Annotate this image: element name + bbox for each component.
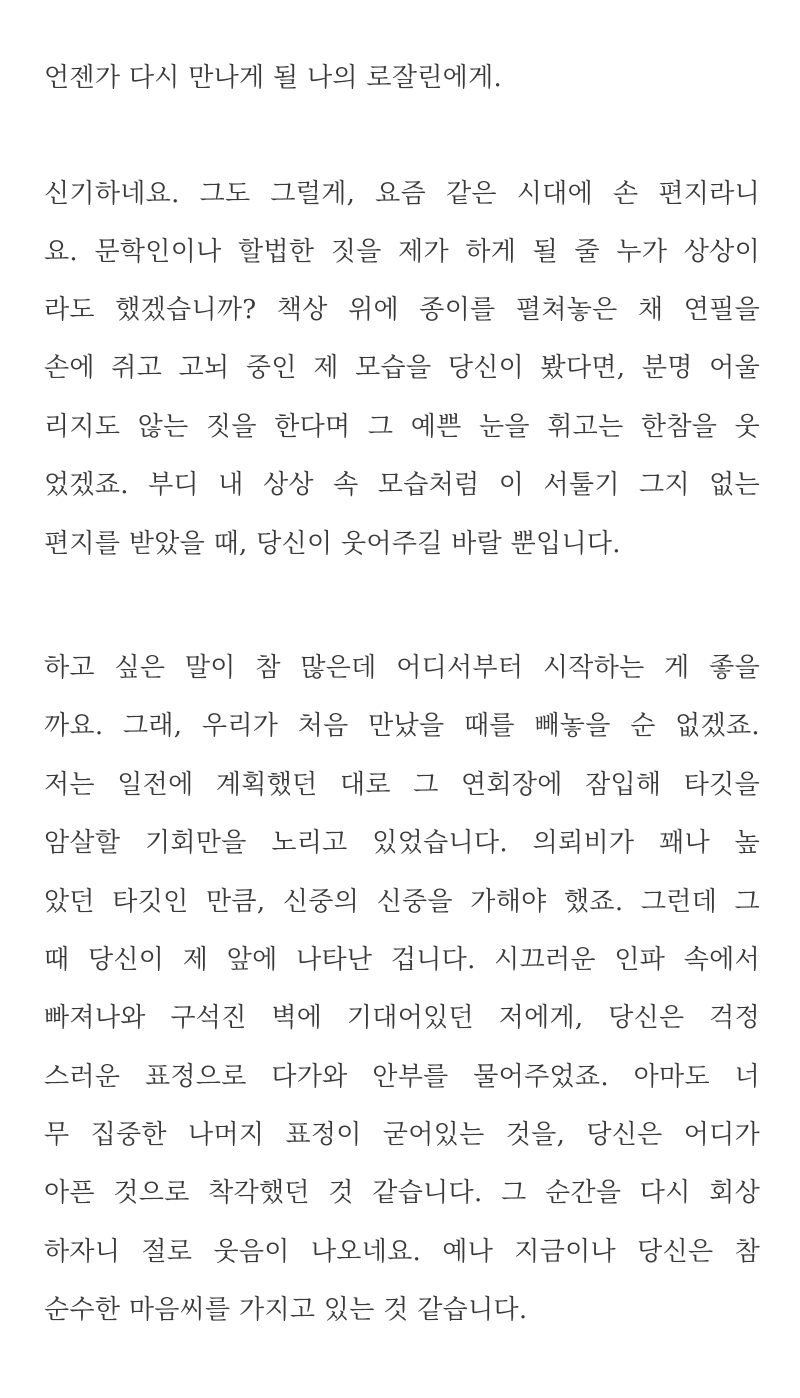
paragraph-line: 신기하네요. 그도 그럴게, 요즘 같은 시대에 손 편지라니 xyxy=(44,179,760,209)
paragraph-line: 순수한 마음씨를 가지고 있는 것 같습니다. xyxy=(44,1295,528,1325)
paragraph-line: 라도 했겠습니까? 책상 위에 종이를 펼쳐놓은 채 연필을 xyxy=(44,295,760,325)
paragraph-line: 리지도 않는 짓을 한다며 그 예쁜 눈을 휘고는 한참을 웃 xyxy=(44,412,760,442)
paragraph-line: 아픈 것으로 착각했던 것 같습니다. 그 순간을 다시 회상 xyxy=(44,1178,760,1208)
paragraph-line: 편지를 받았을 때, 당신이 웃어주길 바랄 뿐입니다. xyxy=(44,529,621,559)
paragraph-line: 하고 싶은 말이 참 많은데 어디서부터 시작하는 게 좋을 xyxy=(44,653,760,683)
paragraph-line: 았던 타깃인 만큼, 신중의 신중을 가해야 했죠. 그런데 그 xyxy=(44,887,760,917)
letter-salutation: 언젠가 다시 만나게 될 나의 로잘린에게. xyxy=(44,63,503,93)
paragraph-line: 때 당신이 제 앞에 나타난 겁니다. 시끄러운 인파 속에서 xyxy=(44,945,760,975)
paragraph-line: 암살할 기회만을 노리고 있었습니다. 의뢰비가 꽤나 높 xyxy=(44,828,760,858)
paragraph-line: 스러운 표정으로 다가와 안부를 물어주었죠. 아마도 너 xyxy=(44,1062,760,1092)
paragraph-line: 까요. 그래, 우리가 처음 만났을 때를 빼놓을 순 없겠죠. xyxy=(44,711,760,741)
paragraph-line: 요. 문학인이나 할법한 짓을 제가 하게 될 줄 누가 상상이 xyxy=(44,237,760,267)
paragraph-line: 손에 쥐고 고뇌 중인 제 모습을 당신이 봤다면, 분명 어울 xyxy=(44,353,760,383)
paragraph-line: 저는 일전에 계획했던 대로 그 연회장에 잠입해 타깃을 xyxy=(44,770,760,800)
paragraph-line: 빠져나와 구석진 벽에 기대어있던 저에게, 당신은 걱정 xyxy=(44,1003,760,1033)
paragraph-line: 하자니 절로 웃음이 나오네요. 예나 지금이나 당신은 참 xyxy=(44,1237,760,1267)
paragraph-line: 무 집중한 나머지 표정이 굳어있는 것을, 당신은 어디가 xyxy=(44,1120,760,1150)
paragraph-line: 었겠죠. 부디 내 상상 속 모습처럼 이 서툴기 그지 없는 xyxy=(44,470,760,500)
